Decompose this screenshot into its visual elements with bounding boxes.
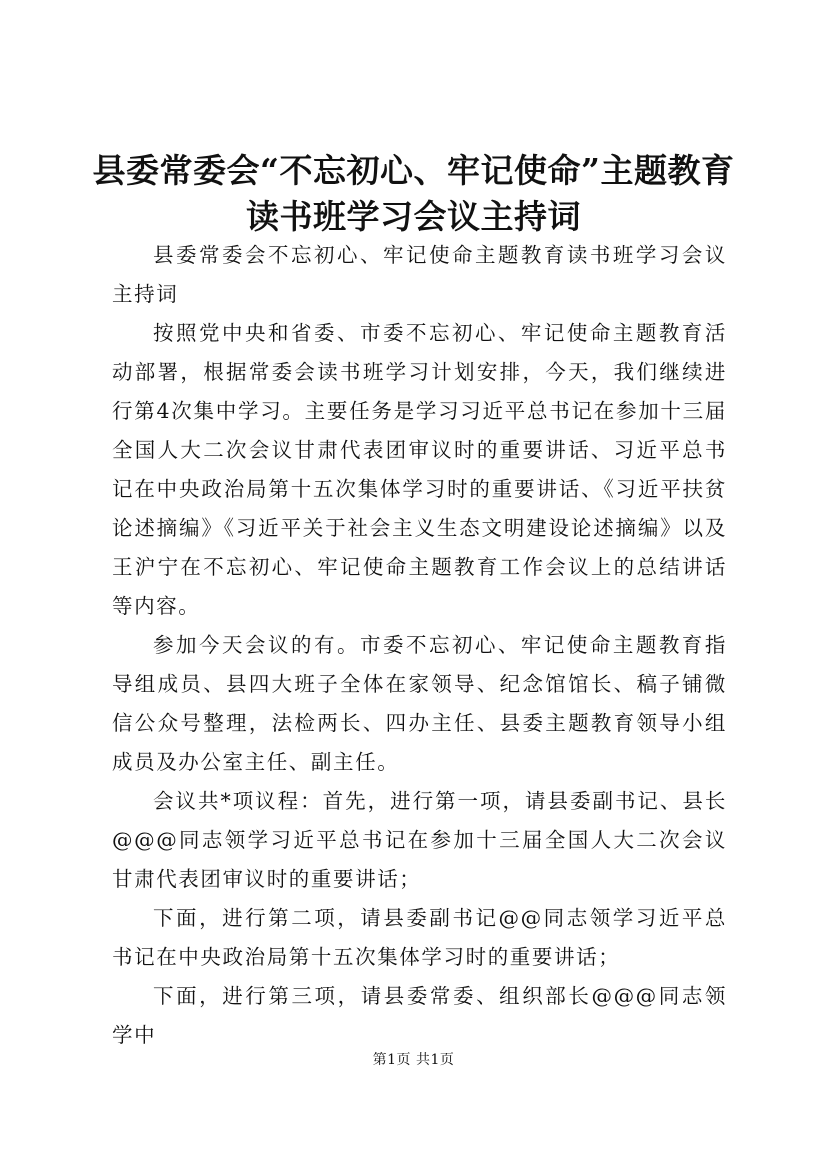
paragraph-1: 县委常委会不忘初心、牢记使命主题教育读书班学习会议主持词 [112,243,727,306]
title-line-2: 读书班学习会议主持词 [246,197,581,236]
title-line-1: 县委常委会“不忘初心、牢记使命”主题教育 [92,151,735,190]
page-number-footer: 第1页 共1页 [372,1052,455,1068]
paragraph-2: 按照党中央和省委、市委不忘初心、牢记使命主题教育活动部署，根据常委会读书班学习计划安排，今天，我们继续进行第4次集中学习。主要任务是学习习近平总书记在参加十三届全国人大二次会议甘肃代表团审议时的重要讲话、习近平总书记在中央政治局第十五次集体学习时的重要讲话、《习近平扶贫论述摘编》《习近平关于社会主义生态文明建设论述摘编》以及王沪宁在不忘初心、牢记使命主题教育工作会议上的总结讲话等内容。 [112,321,727,618]
paragraph-4: 会议共*项议程：首先，进行第一项，请县委副书记、县长@@@同志领学习近平总书记在参加十三届全国人大二次会议甘肃代表团审议时的重要讲话； [112,789,727,891]
paragraph-5: 下面，进行第二项，请县委副书记@@同志领学习近平总书记在中央政治局第十五次集体学习时的重要讲话； [112,906,727,969]
paragraph-3: 参加今天会议的有。市委不忘初心、牢记使命主题教育指导组成员、县四大班子全体在家领导、纪念馆馆长、稿子铺微信公众号整理，法检两长、四办主任、县委主题教育领导小组成员及办公室主任、副主任。 [112,633,727,774]
document-body [112,236,727,1055]
document-title [60,148,767,240]
paragraph-6: 下面，进行第三项，请县委常委、组织部长@@@同志领学中 [112,984,727,1047]
